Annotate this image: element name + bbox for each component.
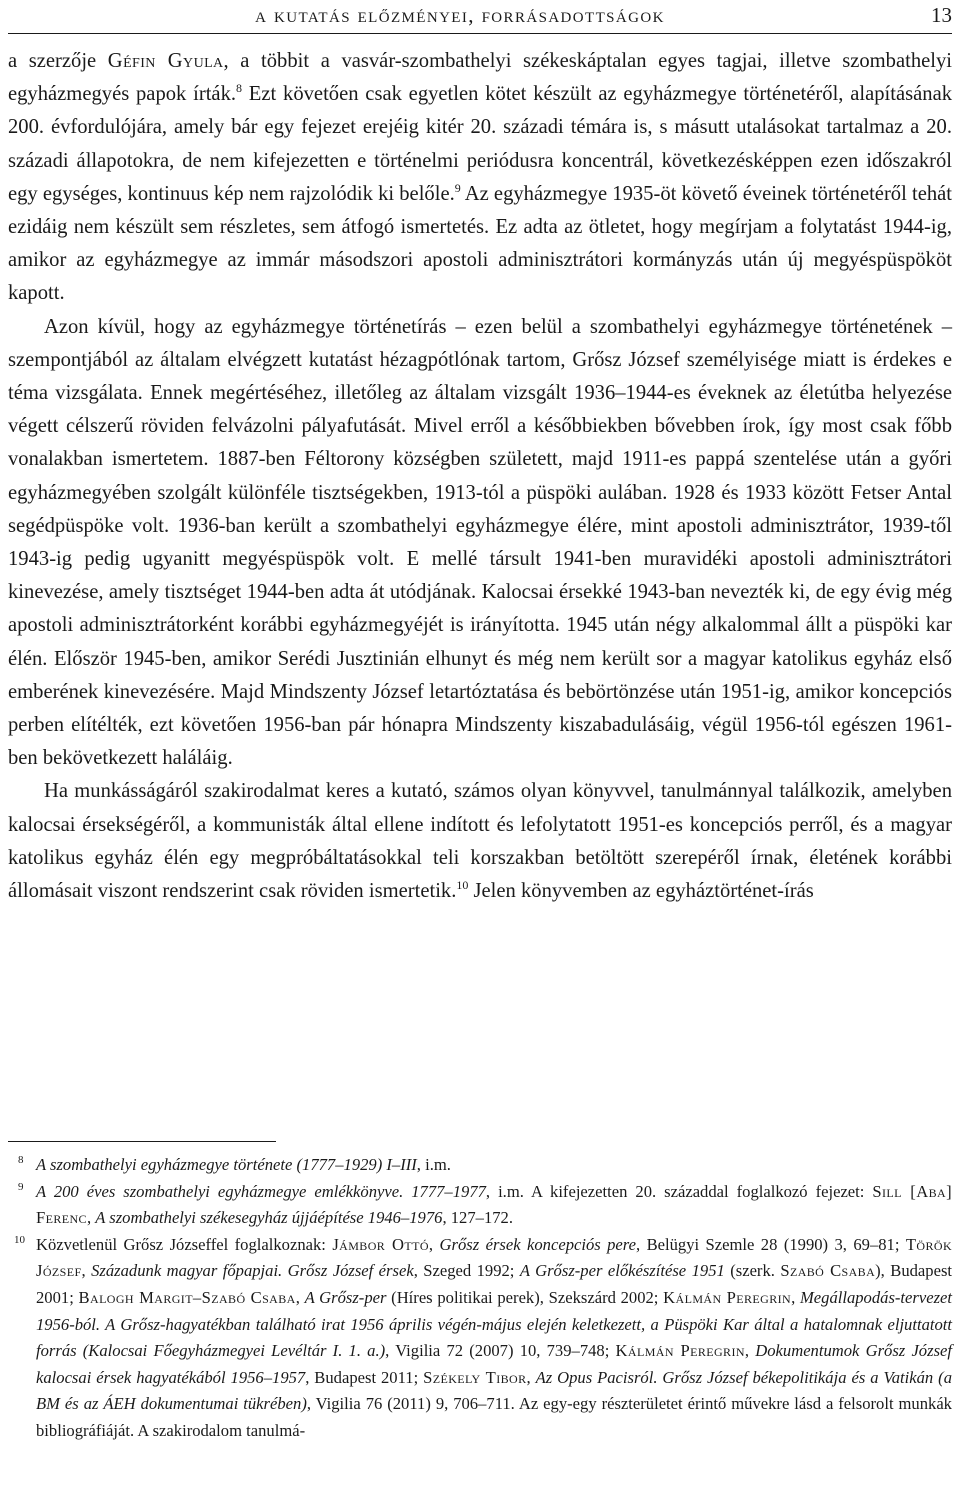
text: , Belügyi Szemle 28 (1990) 3, 69–81;: [636, 1234, 906, 1254]
body-text: [8, 45, 952, 908]
footnote-8: 8 A szombathelyi egyházmegye története (1777–1929) I–III, i.m.: [18, 1154, 451, 1174]
title: Az Opus Pacisról. Grősz József békepolitikája és a Vatikán (a BM és az ÁEH dokumentumai tükrében): [36, 1367, 952, 1414]
text: , i.m. A kifejezetten 20. századdal foglalkozó fejezet:: [485, 1181, 873, 1201]
title: Századunk magyar főpapjai. Grősz József érsek: [91, 1261, 414, 1281]
text: ,: [526, 1367, 536, 1387]
text: Ha munkásságáról szakirodalmat keres a kutató, számos olyan könyvvel, tanulmánnyal találkozik, amelyben kalocsai érsekségéről, a kommunisták által ellene indított és lefolytatott 1951-es koncepciós perről, és a magyar katolikus egyház élén egy megpróbáltatásokkal teli korszakban betöltött szerepéről írnak, életének korábbi állomásait viszont rendszerint csak röviden ismertetik.: [8, 780, 952, 903]
text: , a többit a vasvár-szombathelyi székeskáptalan egyes tagjai, illetve szombathelyi egyházmegyés papok írták.: [8, 50, 952, 106]
text: , Szeged 1992;: [413, 1261, 520, 1281]
author: Kálmán Peregrin: [615, 1341, 745, 1361]
title: A Grősz-per előkészítése 1951: [519, 1261, 725, 1281]
running-header: [8, 0, 952, 36]
text: ,: [744, 1341, 756, 1361]
text: Ezt követően csak egyetlen kötet készült az egyházmegye történetéről, alapításának 200. évfordulójára, amely bár egy fejezet erejéig kitér 20. századi témára is, s másutt utalásokat tartalmaz a 20. századi állapotokra, de nem kifejezetten e történelmi periódusra koncentrál, következésképpen ezen időszakról egy egységes, kontinuus kép nem rajzolódik ki belőle.: [8, 83, 952, 205]
title: Grősz érsek koncepciós pere: [439, 1234, 637, 1254]
author: Balogh Margit–Szabó Csaba: [78, 1287, 296, 1307]
author: Szabó Csaba: [780, 1261, 876, 1281]
running-title: a kutatás előzményei, forrásadottságok: [255, 3, 665, 27]
text: ,: [86, 1208, 96, 1228]
footnote-9: 9 A 200 éves szombathelyi egyházmegye emlékkönyve. 1777–1977, i.m. A kifejezetten 20. századdal foglalkozó fejezet: Sill [Aba] Ferenc, A szombathelyi székesegyház újjáépítése 1946–1976, 127–172.: [18, 1180, 952, 1228]
text: , Vigilia 76 (2011) 9, 706–711. Az egy-egy részterületet érintő művekre lásd a felsorolt munkák bibliográfiáját. A szakirodalom tanulmá-: [36, 1394, 952, 1440]
text: (Híres politikai perek), Szekszárd 2002;: [386, 1287, 664, 1307]
footnote-ref-9: 9: [454, 180, 461, 195]
text: , Vigilia 72 (2007) 10, 739–748;: [385, 1341, 616, 1361]
footnote-ref-10: 10: [456, 878, 469, 893]
author: Kálmán Peregrin: [663, 1287, 792, 1307]
title: A szombathelyi egyházmegye története (1777–1929) I–III: [36, 1155, 417, 1174]
page-number: 13: [931, 3, 952, 27]
author: Sill [Aba] Ferenc: [36, 1181, 952, 1228]
text: ,: [81, 1261, 92, 1281]
author: Török József: [36, 1234, 953, 1281]
title: A Grősz-per: [304, 1287, 387, 1307]
title: Dokumentumok Grősz József kalocsai érsek hagyatékából 1956–1957: [36, 1341, 952, 1387]
text: ,: [791, 1287, 800, 1307]
text: , 127–172.: [442, 1208, 513, 1228]
paragraph-3: [8, 775, 952, 908]
title: Megállapodás-tervezet 1956-ból. A Grősz-hagyatékban található irat 1956 április végén-május elején keletkezett, a Püspöki Kar által a hatalomnak eljuttatott forrás (Kalocsai Főegyházmegyei Levéltár I. 1. a.): [36, 1287, 953, 1361]
title: A szombathelyi székesegyház újjáépítése 1946–1976: [95, 1208, 443, 1228]
header-rule: [8, 33, 952, 34]
footnote-ref-8: 8: [236, 81, 243, 96]
author: Jámbor Ottó: [332, 1234, 429, 1254]
footnote-10: 10 Közvetlenül Grősz Józseffel foglalkoznak: Jámbor Ottó, Grősz érsek koncepciós pere, Belügyi Szemle 28 (1990) 3, 69–81; Török József, Századunk magyar főpapjai. Grősz József érsek, Szeged 1992; A Grősz-per előkészítése 1951 (szerk. Szabó Csaba), Budapest 2001; Balogh Margit–Szabó Csaba, A Grősz-per (Híres politikai perek), Szekszárd 2002; Kálmán Peregrin, Megállapodás-tervezet 1956-ból. A Grősz-hagyatékban található irat 1956 április végén-május elején keletkezett, a Püspöki Kar által a hatalomnak eljuttatott forrás (Kalocsai Főegyházmegyei Levéltár I. 1. a.), Vigilia 72 (2007) 10, 739–748; Kálmán Peregrin, Dokumentumok Grősz József kalocsai érsek hagyatékából 1956–1957, Budapest 2011; Székely Tibor, Az Opus Pacisról. Grősz József békepolitikája és a Vatikán (a BM és az ÁEH dokumentumai tükrében), Vigilia 76 (2011) 9, 706–711. Az egy-egy részterületet érintő művekre lásd a felsorolt munkák bibliográfiáját. A szakirodalom tanulmá-: [14, 1233, 953, 1440]
text: ,: [295, 1287, 305, 1307]
paragraph-2: Azon kívül, hogy az egyházmegye történetírás – ezen belül a szombathelyi egyházmegye történetének – szempontjából az általam elvégzett kutatást hézagpótlónak tartom, Grősz József személyisége miatt is érdekes e téma vizsgálata. Ennek megértéséhez, illetőleg az általam vizsgált 1936–1944-es éveknek az életútba helyezése végett célszerű röviden felvázolni pályafutását. Mivel erről a későbbiekben bővebben írok, így most csak főbb vonalakban ismertetem. 1887-ben Féltorony községben született, majd 1911-es pappá szentelése után a győri egyházmegyében szolgált különféle tisztségekben, 1913-tól a püspöki aulában. 1928 és 1933 között Fetser Antal segédpüspöke volt. 1936-ban került a szombathelyi egyházmegye élére, mint apostoli adminisztrátor, 1939-től 1943-ig pedig ugyanitt megyéspüspök volt. E mellé társult 1941-ben muravidéki apostoli adminisztrátori kinevezése, amely tisztséget 1944-ben adta át utódjának. Kalocsai érsekké 1943-ban nevezték ki, de egy évig még apostoli adminisztrátorként korábbi egyházmegyéjét is irányította. 1945 után négy alkalommal állt a püspöki kar élén. Először 1945-ben, amikor Serédi Jusztinián elhunyt és még nem került sor a magyar katolikus egyház első emberének kinevezésére. Majd Mindszenty József letartóztatása és bebörtönzése után 1951-ig, amikor koncepciós perben elítélték, ezt követően 1956-ban pár hónapra Mindszenty kiszabadulásáig, végül 1956-tól egészen 1961-ben bekövetkezett haláláig.: [8, 315, 952, 770]
text: Közvetlenül Grősz Józseffel foglalkoznak:: [36, 1234, 333, 1254]
text: Az egyházmegye 1935-öt követő éveinek történetéről tehát ezidáig nem készült sem részletes, sem átfogó ismertetés. Ez adta az ötletet, hogy megírjam a folytatást 1944-ig, amikor az egyházmegye az immár másodszori apostoli adminisztrátori kormányzás után új megyéspüspököt kapott.: [8, 182, 952, 305]
text: a szerzője: [8, 50, 108, 72]
title: A 200 éves szombathelyi egyházmegye emlékkönyve. 1777–1977: [36, 1181, 486, 1201]
author: Székely Tibor: [423, 1367, 527, 1387]
text: ,: [428, 1234, 440, 1254]
footnotes: [8, 1152, 952, 1445]
author-name: Géfin Gyula: [107, 50, 224, 72]
footnote-rule: [8, 1141, 276, 1142]
text: ), Budapest 2001;: [36, 1261, 953, 1307]
text: (szerk.: [724, 1261, 781, 1281]
text: , Budapest 2011;: [305, 1367, 424, 1387]
paragraph-1: [8, 45, 952, 311]
text: Jelen könyvemben az egyháztörténet-írás: [468, 880, 814, 903]
text: , i.m.: [416, 1155, 451, 1174]
